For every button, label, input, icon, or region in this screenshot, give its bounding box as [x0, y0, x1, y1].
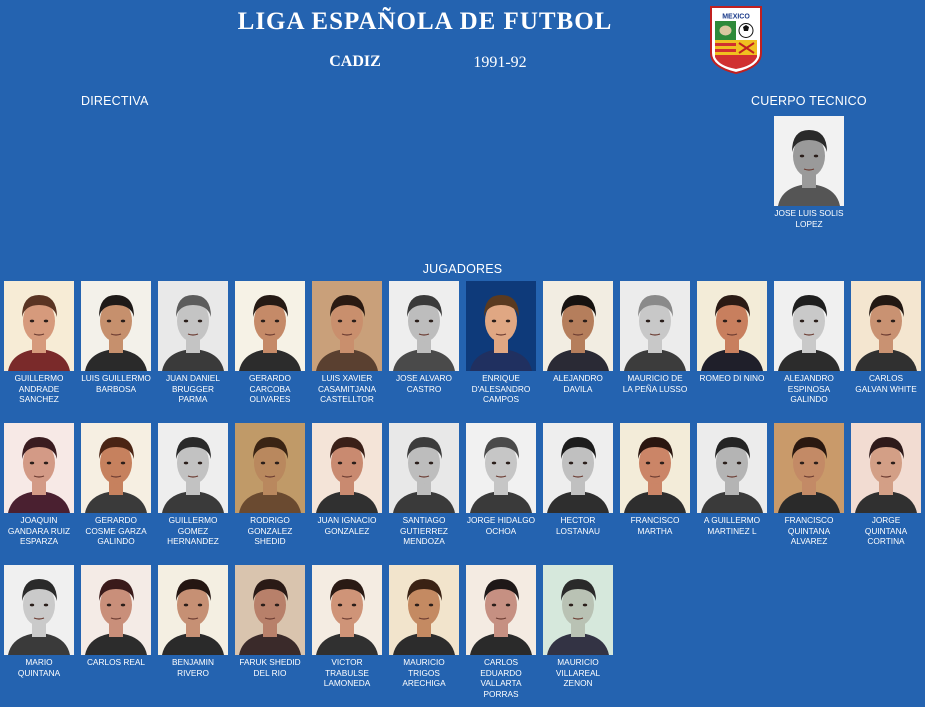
portrait-image: [774, 423, 844, 513]
portrait-image: [543, 423, 613, 513]
player-card: [235, 423, 305, 547]
player-photo: [466, 565, 536, 655]
player-name: A GUILLERMO MARTINEZ L: [703, 515, 761, 536]
portrait-image: [235, 423, 305, 513]
player-card: [620, 423, 690, 536]
player-photo: [312, 565, 382, 655]
player-card: [543, 423, 613, 536]
coach-name: JOSE LUIS SOLIS LOPEZ: [774, 208, 844, 229]
player-card: [158, 565, 228, 678]
player-photo: [81, 281, 151, 371]
portrait-image: [235, 565, 305, 655]
player-card: [851, 281, 921, 394]
player-card: [697, 423, 767, 536]
player-card: [81, 423, 151, 547]
player-card: [466, 565, 536, 699]
player-photo: [697, 281, 767, 371]
portrait-image: [312, 281, 382, 371]
portrait-image: [235, 281, 305, 371]
season-label: 1991-92: [473, 54, 527, 71]
portrait-image: [158, 423, 228, 513]
player-photo: [312, 281, 382, 371]
coach-photo: [774, 116, 844, 206]
player-photo: [81, 423, 151, 513]
player-name: LUIS GUILLERMO BARBOSA: [81, 373, 151, 394]
player-photo: [851, 281, 921, 371]
player-card: [851, 423, 921, 547]
player-photo: [389, 565, 459, 655]
player-name: FRANCISCO QUINTANA ALVAREZ: [784, 515, 834, 547]
player-card: [235, 281, 305, 405]
player-photo: [235, 281, 305, 371]
player-name: GUILLERMO GOMEZ HERNANDEZ: [167, 515, 219, 547]
player-photo: [158, 281, 228, 371]
player-name: FRANCISCO MARTHA: [630, 515, 680, 536]
portrait-image: [389, 565, 459, 655]
player-name: ENRIQUE D'ALESANDRO CAMPOS: [471, 373, 531, 405]
portrait-image: [466, 281, 536, 371]
portrait-image: [4, 281, 74, 371]
player-photo: [620, 281, 690, 371]
team-name: CADIZ: [329, 53, 381, 70]
player-photo: [312, 423, 382, 513]
player-name: MARIO QUINTANA: [17, 657, 61, 678]
player-card: [158, 423, 228, 547]
player-card: [312, 281, 382, 405]
player-photo: [620, 423, 690, 513]
portrait-image: [81, 423, 151, 513]
player-card: [466, 281, 536, 405]
player-card: [543, 565, 613, 689]
player-photo: [774, 281, 844, 371]
coach-card: [774, 116, 844, 229]
portrait-image: [774, 281, 844, 371]
jugadores-heading: JUGADORES: [422, 262, 503, 276]
portrait-image: [389, 281, 459, 371]
player-name: SANTIAGO GUTIERREZ MENDOZA: [400, 515, 448, 547]
player-card: [4, 281, 74, 405]
player-photo: [389, 423, 459, 513]
player-photo: [158, 565, 228, 655]
directiva-heading: DIRECTIVA: [81, 94, 149, 108]
player-name: MAURICIO DE LA PEÑA LUSSO: [622, 373, 688, 394]
player-photo: [4, 281, 74, 371]
player-card: [389, 281, 459, 394]
portrait-image: [851, 423, 921, 513]
portrait-image: [543, 281, 613, 371]
portrait-image: [81, 281, 151, 371]
portrait-image: [620, 423, 690, 513]
player-card: [543, 281, 613, 394]
player-card: [4, 565, 74, 678]
player-name: GERARDO CARCOBA OLIVARES: [249, 373, 291, 405]
player-name: ROMEO DI NINO: [699, 373, 765, 383]
player-card: [312, 565, 382, 689]
portrait-image: [851, 281, 921, 371]
player-card: [466, 423, 536, 536]
portrait-image: [466, 565, 536, 655]
portrait-image: [158, 281, 228, 371]
player-photo: [543, 423, 613, 513]
player-card: [4, 423, 74, 547]
player-card: [235, 565, 305, 678]
portrait-image: [4, 423, 74, 513]
player-card: [389, 565, 459, 689]
portrait-image: [620, 281, 690, 371]
player-name: GERARDO COSME GARZA GALINDO: [85, 515, 147, 547]
player-card: [697, 281, 767, 384]
portrait-image: [158, 565, 228, 655]
player-photo: [774, 423, 844, 513]
player-photo: [235, 565, 305, 655]
player-photo: [158, 423, 228, 513]
player-name: JOSE ALVARO CASTRO: [396, 373, 452, 394]
player-name: CARLOS EDUARDO VALLARTA PORRAS: [480, 657, 522, 699]
portrait-image: [543, 565, 613, 655]
portrait-image: [312, 423, 382, 513]
player-name: HECTOR LOSTANAU: [555, 515, 601, 536]
player-name: LUIS XAVIER CASAMITJANA CASTELLTOR: [317, 373, 377, 405]
player-card: [81, 565, 151, 668]
player-name: VICTOR TRABULSE LAMONEDA: [323, 657, 371, 689]
player-name: JOAQUIN GANDARA RUIZ ESPARZA: [7, 515, 71, 547]
player-card: [620, 281, 690, 394]
player-photo: [466, 281, 536, 371]
mexico-crest-logo: [709, 5, 763, 75]
player-name: RODRIGO GONZALEZ SHEDID: [247, 515, 293, 547]
crest-text: MEXICO: [722, 13, 750, 21]
player-photo: [466, 423, 536, 513]
portrait-image: [774, 116, 844, 206]
player-name: ALEJANDRO DAVILA: [553, 373, 603, 394]
player-name: JORGE QUINTANA CORTINA: [864, 515, 908, 547]
player-photo: [389, 281, 459, 371]
player-name: GUILLERMO ANDRADE SANCHEZ: [14, 373, 64, 405]
player-card: [312, 423, 382, 536]
player-card: [774, 281, 844, 405]
page-title: LIGA ESPAÑOLA DE FUTBOL: [237, 8, 613, 35]
player-photo: [543, 565, 613, 655]
portrait-image: [312, 565, 382, 655]
player-name: BENJAMIN RIVERO: [172, 657, 214, 678]
player-card: [158, 281, 228, 405]
player-photo: [851, 423, 921, 513]
player-photo: [4, 565, 74, 655]
player-name: CARLOS GALVAN WHITE: [855, 373, 917, 394]
player-name: MAURICIO TRIGOS ARECHIGA: [402, 657, 446, 689]
player-name: CARLOS REAL: [86, 657, 146, 667]
player-name: FARUK SHEDID DEL RIO: [239, 657, 301, 678]
portrait-image: [697, 281, 767, 371]
player-name: MAURICIO VILLAREAL ZENON: [555, 657, 601, 689]
player-name: JUAN DANIEL BRUGGER PARMA: [166, 373, 220, 405]
portrait-image: [4, 565, 74, 655]
player-name: JUAN IGNACIO GONZALEZ: [317, 515, 377, 536]
portrait-image: [81, 565, 151, 655]
player-name: ALEJANDRO ESPINOSA GALINDO: [784, 373, 834, 405]
player-card: [774, 423, 844, 547]
portrait-image: [389, 423, 459, 513]
player-name: JORGE HIDALGO OCHOA: [466, 515, 536, 536]
portrait-image: [466, 423, 536, 513]
cuerpo-tecnico-heading: CUERPO TECNICO: [751, 94, 867, 108]
player-photo: [543, 281, 613, 371]
player-card: [389, 423, 459, 547]
player-photo: [697, 423, 767, 513]
player-photo: [235, 423, 305, 513]
player-photo: [81, 565, 151, 655]
player-photo: [4, 423, 74, 513]
player-card: [81, 281, 151, 394]
portrait-image: [697, 423, 767, 513]
